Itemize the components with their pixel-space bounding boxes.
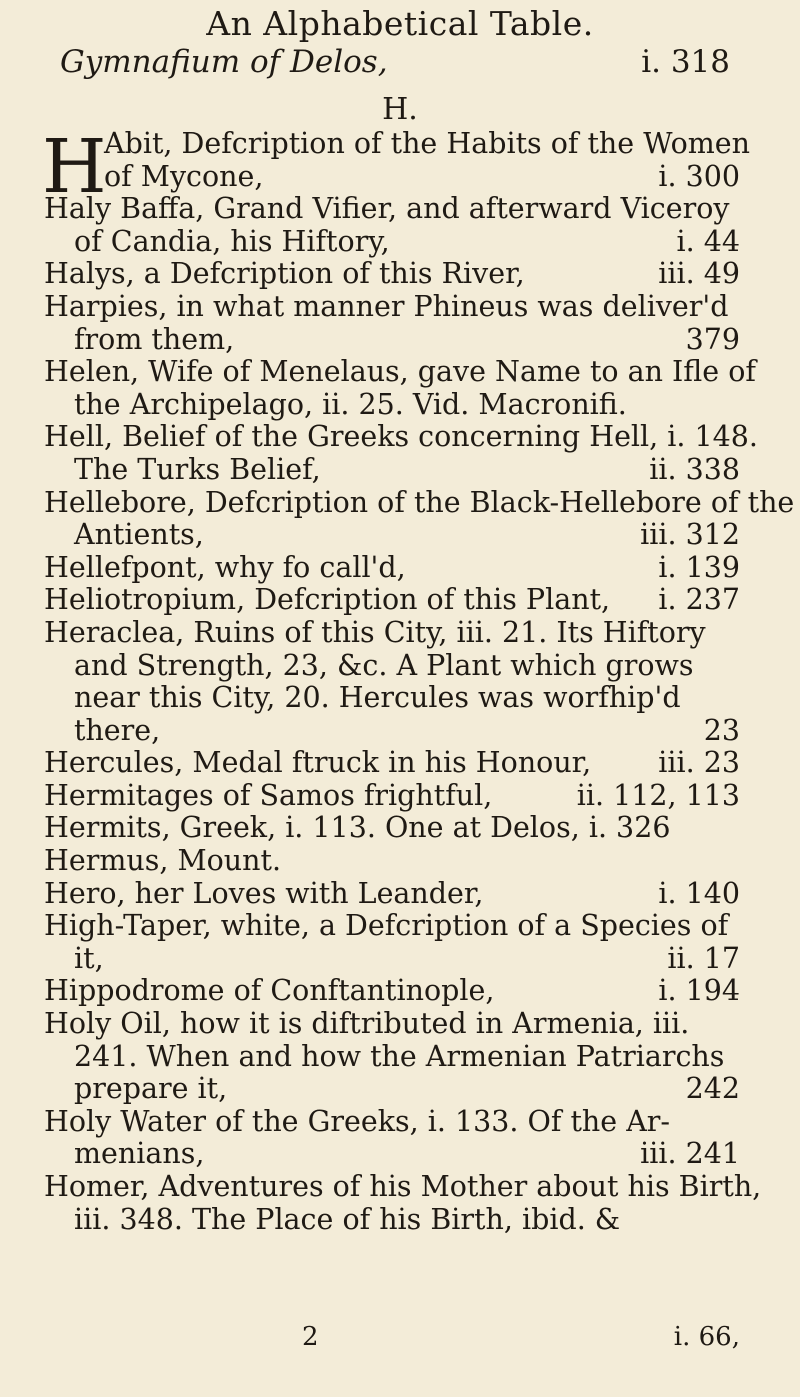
continued-entry-text: Gymnafium of Delos,	[60, 44, 388, 80]
index-line	[74, 454, 740, 487]
index-line-ref: 242	[685, 1072, 740, 1106]
index-line-text: Harpies, in what manner Phineus was deliver'd	[44, 289, 729, 323]
index-line-text: near this City, 20. Hercules was worfhip'd	[74, 681, 681, 715]
index-line-ref: ii. 112, 113	[576, 778, 740, 812]
index-line-text: and Strength, 23, &c. A Plant which grows	[74, 648, 694, 682]
index-line-text: Homer, Adventures of his Mother about his Birth,	[44, 1170, 762, 1203]
index-line-text: Heliotropium, Defcription of this Plant,	[44, 583, 611, 617]
index-line-text: Hero, her Loves with Leander,	[44, 876, 484, 910]
index-line	[74, 650, 740, 683]
index-line	[44, 552, 740, 585]
index-line-text: Haly Baffa, Grand Vifier, and afterward Viceroy	[44, 192, 730, 226]
continued-entry-ref: i. 318	[641, 44, 730, 80]
index-line-ref: i. 194	[658, 974, 740, 1008]
index-line-text: The Turks Belief,	[74, 452, 321, 486]
index-line	[104, 161, 740, 194]
index-line-ref: i. 140	[658, 876, 740, 910]
index-line-text: High-Taper, white, a Defcription of a Species of	[44, 909, 729, 943]
index-line-ref: i. 139	[658, 550, 740, 584]
index-line-text: Hippodrome of Conftantinople,	[44, 974, 495, 1008]
drop-cap: H	[42, 124, 107, 210]
index-line	[74, 389, 740, 422]
index-line	[104, 127, 750, 161]
index-line-text: 241. When and how the Armenian Patriarchs	[74, 1039, 725, 1073]
index-line	[74, 1204, 740, 1237]
index-line	[44, 584, 740, 617]
index-line-text: of Mycone,	[104, 159, 264, 193]
index-line-ref: 379	[685, 322, 740, 356]
index-line	[44, 1008, 740, 1041]
index-line-text: Halys, a Defcription of this River,	[44, 257, 525, 291]
index-line	[44, 258, 740, 291]
index-line	[44, 975, 740, 1008]
index-line-text: Hermus, Mount.	[44, 844, 282, 878]
index-line-text: Hermitages of Samos frightful,	[44, 778, 493, 812]
index-line-ref: i. 237	[658, 583, 740, 617]
index-line	[44, 193, 740, 226]
index-line-text: prepare it,	[74, 1072, 228, 1106]
index-line-text: Hercules, Medal ftruck in his Honour,	[44, 746, 592, 780]
index-line-ref: 23	[703, 713, 740, 747]
index-line	[44, 845, 740, 878]
index-line	[44, 291, 740, 324]
continued-entry	[60, 44, 730, 80]
index-line	[44, 747, 740, 780]
index-line-text: Holy Water of the Greeks, i. 133. Of the Ar-	[44, 1104, 671, 1138]
index-line-ref: iii. 241	[640, 1137, 740, 1171]
index-line	[44, 485, 795, 520]
index-entries	[0, 124, 800, 1236]
index-line	[74, 1138, 740, 1171]
index-line-text: there,	[74, 713, 161, 747]
index-line	[74, 519, 740, 552]
signature-mark: 2	[302, 1322, 319, 1352]
index-line	[74, 226, 740, 259]
index-line-text: the Archipelago, ii. 25. Vid. Macronifi.	[74, 387, 627, 421]
index-line-ref: ii. 338	[649, 452, 740, 486]
index-line-text: Heraclea, Ruins of this City, iii. 21. Its Hiftory	[44, 615, 706, 649]
page-title: An Alphabetical Table.	[206, 4, 594, 43]
index-line-text: Helen, Wife of Menelaus, gave Name to an Ifle of	[44, 355, 756, 389]
index-line-ref: i. 44	[676, 224, 740, 258]
index-line-text: Hellebore, Defcription of the Black-Hellebore of the	[44, 485, 795, 519]
index-line-text: of Candia, his Hiftory,	[74, 224, 390, 258]
index-line	[74, 324, 740, 357]
index-line	[74, 1041, 740, 1074]
index-line	[44, 780, 740, 813]
index-line-text: Holy Oil, how it is diftributed in Armenia, iii.	[44, 1007, 690, 1041]
index-line-text: iii. 348. The Place of his Birth, ibid. &	[74, 1202, 621, 1236]
index-line	[44, 617, 740, 650]
index-line	[44, 355, 756, 389]
index-line	[74, 1073, 740, 1106]
index-line	[44, 420, 758, 454]
index-line	[44, 1106, 740, 1139]
index-line-text: Antients,	[74, 518, 204, 552]
index-line	[44, 878, 740, 911]
index-line-text: Hellefpont, why fo call'd,	[44, 550, 406, 584]
index-line-ref: iii. 49	[658, 257, 740, 291]
index-line-ref: iii. 312	[640, 518, 740, 552]
index-line-text: Hell, Belief of the Greeks concerning Hell, i. 148.	[44, 420, 758, 454]
index-line	[44, 812, 740, 845]
index-line	[74, 682, 740, 715]
index-line-ref: i. 300	[658, 159, 740, 193]
index-line-text: from them,	[74, 322, 235, 356]
index-line-ref: ii. 17	[667, 941, 740, 975]
index-line-text: Hermits, Greek, i. 113. One at Delos, i. 326	[44, 811, 671, 845]
last-line-ref: i. 66,	[673, 1322, 740, 1352]
index-line-text: Abit, Defcription of the Habits of the Women	[104, 127, 750, 160]
section-letter: H.	[382, 92, 418, 127]
index-line	[44, 1170, 762, 1204]
index-line-text: menians,	[74, 1137, 205, 1171]
index-line	[74, 715, 740, 748]
index-line	[74, 943, 740, 976]
index-line-text: it,	[74, 941, 104, 975]
index-line	[44, 910, 740, 943]
index-line-ref: iii. 23	[658, 746, 740, 780]
